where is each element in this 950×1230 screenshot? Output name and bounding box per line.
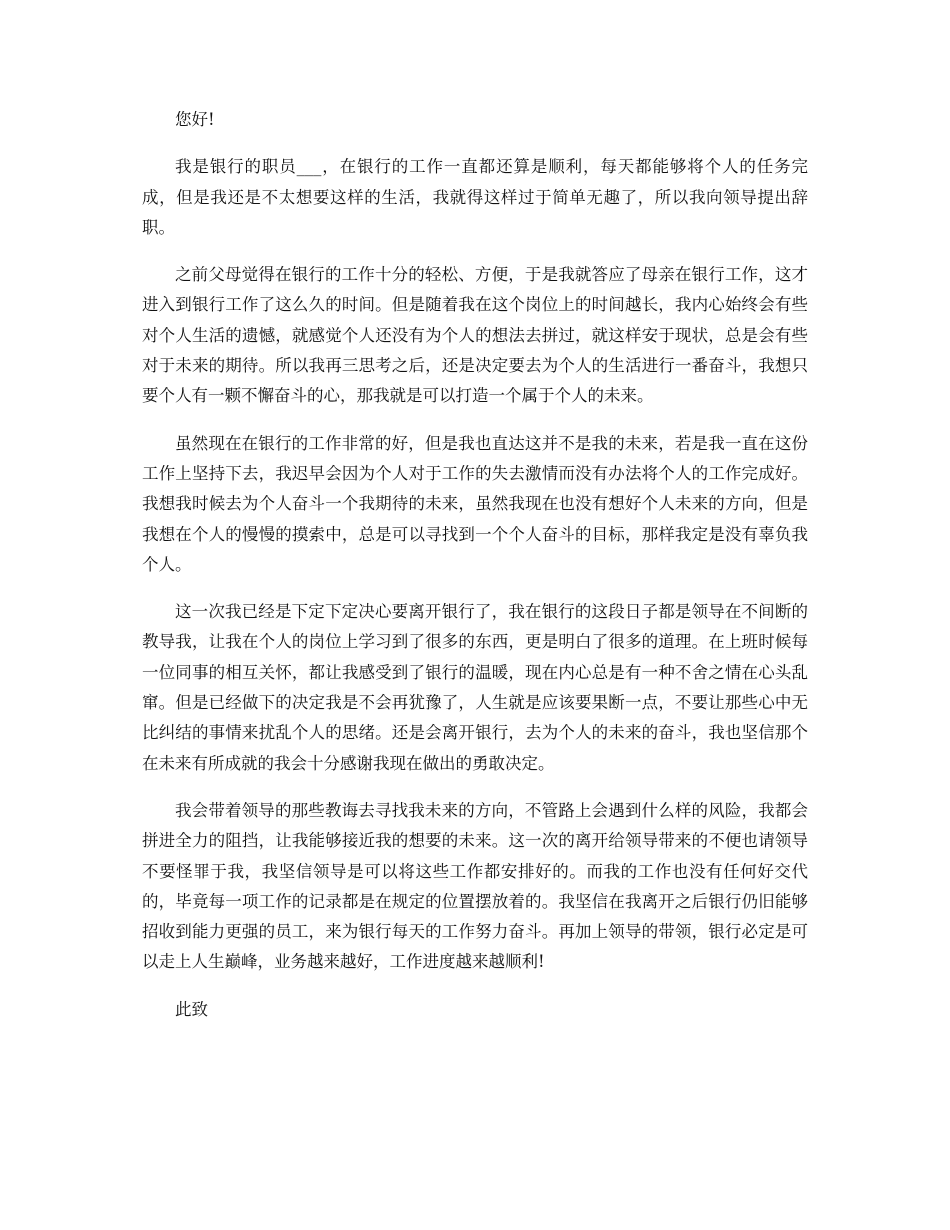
greeting: 您好!	[175, 110, 215, 129]
paragraph-1: 我是银行的职员___，在银行的工作一直都还算是顺利，每天都能够将个人的任务完成，但是我还是不太想要这样的生活，我就得这样过于简单无趣了，所以我向领导提出辞职。	[142, 157, 808, 237]
paragraph-2: 之前父母觉得在银行的工作十分的轻松、方便，于是我就答应了母亲在银行工作，这才进入到银行工作了这么久的时间。但是随着我在这个岗位上的时间越长，我内心始终会有些对个人生活的遗憾，就感觉个人还没有为个人的想法去拼过，就这样安于现状，总是会有些对于未来的期待。所以我再三思考之后，还是决定要去为个人的生活进行一番奋斗，我想只要个人有一颗不懈奋斗的心，那我就是可以打造一个属于个人的未来。	[142, 265, 808, 406]
letter-body	[142, 105, 808, 1042]
paragraph-4: 这一次我已经是下定下定决心要离开银行了，我在银行的这段日子都是领导在不间断的教导我，让我在个人的岗位上学习到了很多的东西，更是明白了很多的道理。在上班时候每一位同事的相互关怀，都让我感受到了银行的温暖，现在内心总是有一种不舍之情在心头乱窜。但是已经做下的决定我是不会再犹豫了，人生就是应该要果断一点，不要让那些心中无比纠结的事情来扰乱个人的思绪。还是会离开银行，去为个人的未来的奋斗，我也坚信那个在未来有所成就的我会十分感谢我现在做出的勇敢决定。	[142, 602, 808, 773]
paragraph-3: 虽然现在在银行的工作非常的好，但是我也直达这并不是我的未来，若是我一直在这份工作上坚持下去，我迟早会因为个人对于工作的失去激情而没有办法将个人的工作完成好。我想我时候去为个人奋斗一个我期待的未来，虽然我现在也没有想好个人未来的方向，但是我想在个人的慢慢的摸索中，总是可以寻找到一个个人奋斗的目标，那样我定是没有辜负我个人。	[142, 433, 808, 574]
closing: 此致	[175, 999, 208, 1019]
paragraph-5: 我会带着领导的那些教诲去寻找我未来的方向，不管路上会遇到什么样的风险，我都会拼进全力的阻挡，让我能够接近我的想要的未来。这一次的离开给领导带来的不便也请领导不要怪罪于我，我坚信领导是可以将这些工作都安排好的。而我的工作也没有任何好交代的，毕竟每一项工作的记录都是在规定的位置摆放着的。我坚信在我离开之后银行仍旧能够招收到能力更强的员工，来为银行每天的工作努力奋斗。再加上领导的带领，银行必定是可以走上人生巅峰，业务越来越好，工作进度越来越顺利!	[142, 800, 808, 972]
